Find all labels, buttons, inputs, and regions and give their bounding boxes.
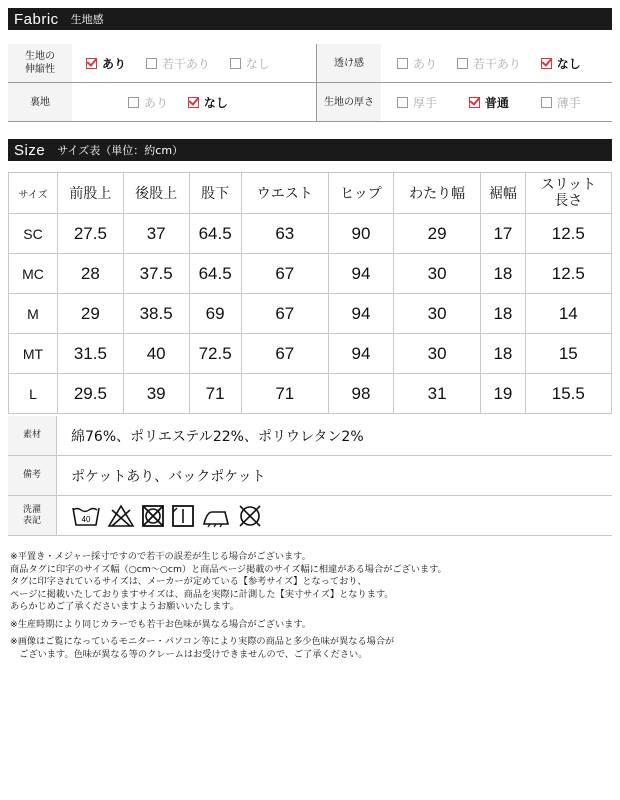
note-line: ※生産時期により同じカラーでも若干お色味が異なる場合がございます。 (10, 618, 311, 630)
no-tumble-dry-icon (141, 504, 165, 528)
stretch-option-yes[interactable]: あり (86, 55, 126, 72)
size-name-cell: L (9, 374, 58, 414)
size-value-cell: 94 (328, 254, 393, 294)
sheer-option-slight[interactable]: 若干あり (457, 55, 521, 72)
size-row (9, 214, 612, 254)
notes (10, 551, 610, 661)
checkbox-icon (397, 97, 408, 108)
size-value-cell: 31 (394, 374, 481, 414)
size-value-cell: 29 (394, 214, 481, 254)
size-value-cell: 30 (394, 334, 481, 374)
col-header-slit: スリット 長さ (525, 173, 611, 214)
note-line: あらかじめご了承くださいますようお願いいたします。 (10, 601, 239, 612)
checkbox-icon (128, 97, 139, 108)
note-line: ※画像はご覧になっているモニター・パソコン等により実際の商品と多少色味が異なる場合が (10, 636, 395, 647)
no-dry-clean-icon (237, 504, 263, 528)
size-value-cell: 29 (58, 294, 124, 334)
material-label: 素材 (8, 416, 57, 456)
col-header-front-rise: 前股上 (58, 173, 124, 214)
checkbox-checked-icon (469, 97, 480, 108)
thickness-label: 生地の厚さ (317, 83, 382, 122)
checkbox-icon (146, 58, 157, 69)
col-header-hem: 裾幅 (481, 173, 525, 214)
fabric-header (8, 8, 612, 30)
size-value-cell: 37.5 (123, 254, 189, 294)
size-row (9, 334, 612, 374)
checkbox-icon (457, 58, 468, 69)
checkbox-checked-icon (86, 58, 97, 69)
remarks-row (8, 456, 612, 496)
sheer-label: 透け感 (317, 44, 382, 83)
size-value-cell: 18 (481, 294, 525, 334)
fabric-subtitle: 生地感 (70, 13, 104, 26)
size-table (8, 172, 612, 414)
checkbox-icon (397, 58, 408, 69)
sheer-option-yes[interactable]: あり (397, 55, 437, 72)
info-table (8, 416, 612, 536)
note-line: ページに掲載いたしておりますサイズは、商品を実際に計測した【実寸サイズ】となります。 (10, 588, 394, 600)
size-value-cell: 15.5 (525, 374, 611, 414)
lining-option-no[interactable]: なし (188, 94, 228, 111)
no-bleach-icon (107, 504, 135, 528)
size-value-cell: 14 (525, 294, 611, 334)
size-value-cell: 29.5 (58, 374, 124, 414)
size-value-cell: 15 (525, 334, 611, 374)
svg-text:40: 40 (81, 514, 91, 524)
thickness-option-thick[interactable]: 厚手 (397, 94, 437, 111)
fabric-table (8, 44, 612, 122)
size-value-cell: 90 (328, 214, 393, 254)
col-header-waist: ウエスト (241, 173, 328, 214)
size-value-cell: 64.5 (189, 254, 241, 294)
size-value-cell: 12.5 (525, 254, 611, 294)
col-header-hip: ヒップ (328, 173, 393, 214)
size-value-cell: 71 (189, 374, 241, 414)
fabric-title: Fabric (14, 10, 59, 28)
size-name-cell: M (9, 294, 58, 334)
note-line: 商品タグに印字のサイズ幅（○cm〜○cm）と商品ページ掲載のサイズ幅に相違がある場合がございます。 (10, 563, 447, 575)
size-value-cell: 18 (481, 254, 525, 294)
sheer-option-no[interactable]: なし (541, 55, 581, 72)
stretch-options (72, 44, 317, 83)
size-value-cell: 67 (241, 294, 328, 334)
size-value-cell: 28 (58, 254, 124, 294)
thickness-option-normal[interactable]: 普通 (469, 94, 509, 111)
col-header-size: サイズ (9, 173, 58, 214)
size-value-cell: 40 (123, 334, 189, 374)
size-row (9, 294, 612, 334)
size-row (9, 374, 612, 414)
size-value-cell: 17 (481, 214, 525, 254)
size-value-cell: 67 (241, 254, 328, 294)
size-value-cell: 27.5 (58, 214, 124, 254)
size-header (8, 139, 612, 161)
lining-label: 裏地 (8, 83, 72, 122)
size-row (9, 254, 612, 294)
size-value-cell: 71 (241, 374, 328, 414)
note-line: ※平置き・メジャー採寸ですので若干の誤差が生じる場合がございます。 (10, 551, 311, 562)
stretch-option-slight[interactable]: 若干あり (146, 55, 210, 72)
col-header-thigh: わたり幅 (394, 173, 481, 214)
size-name-cell: SC (9, 214, 58, 254)
size-value-cell: 64.5 (189, 214, 241, 254)
size-table-header (9, 173, 612, 214)
col-header-inseam: 股下 (189, 173, 241, 214)
thickness-option-thin[interactable]: 薄手 (541, 94, 581, 111)
size-value-cell: 19 (481, 374, 525, 414)
material-row (8, 416, 612, 456)
care-row (8, 496, 612, 536)
size-value-cell: 39 (123, 374, 189, 414)
remarks-value: ポケットあり、バックポケット (57, 456, 613, 496)
note-line: ございます。色味が異なる等のクレームはお受けできませんので、ご了承ください。 (10, 648, 368, 660)
size-value-cell: 37 (123, 214, 189, 254)
size-subtitle: サイズ表（単位：約cm） (57, 144, 184, 157)
checkbox-checked-icon (541, 58, 552, 69)
size-title: Size (14, 141, 46, 159)
size-value-cell: 63 (241, 214, 328, 254)
material-value: 綿76%、ポリエステル22%、ポリウレタン2% (57, 416, 613, 456)
size-value-cell: 69 (189, 294, 241, 334)
size-value-cell: 94 (328, 294, 393, 334)
sheer-options (381, 44, 612, 83)
low-iron-icon (201, 504, 231, 528)
size-value-cell: 67 (241, 334, 328, 374)
size-name-cell: MC (9, 254, 58, 294)
line-dry-icon (171, 504, 195, 528)
size-value-cell: 72.5 (189, 334, 241, 374)
col-header-back-rise: 後股上 (123, 173, 189, 214)
size-value-cell: 38.5 (123, 294, 189, 334)
remarks-label: 備考 (8, 456, 57, 496)
size-value-cell: 98 (328, 374, 393, 414)
note-line: タグに印字されているサイズは、メーカーが定めている【参考サイズ】となっており、 (10, 576, 367, 587)
size-value-cell: 12.5 (525, 214, 611, 254)
fabric-row-1 (8, 44, 612, 83)
size-name-cell: MT (9, 334, 58, 374)
checkbox-icon (230, 58, 241, 69)
checkbox-icon (541, 97, 552, 108)
size-value-cell: 30 (394, 294, 481, 334)
size-value-cell: 30 (394, 254, 481, 294)
checkbox-checked-icon (188, 97, 199, 108)
stretch-option-no[interactable]: なし (230, 55, 270, 72)
wash-40-icon (71, 504, 101, 528)
care-label: 洗濯 表記 (8, 496, 57, 536)
lining-option-yes[interactable]: あり (128, 94, 168, 111)
fabric-row-2 (8, 83, 612, 122)
size-value-cell: 31.5 (58, 334, 124, 374)
stretch-label: 生地の 伸縮性 (8, 44, 72, 83)
care-icons (57, 496, 613, 536)
size-value-cell: 18 (481, 334, 525, 374)
lining-options (72, 83, 317, 122)
thickness-options (381, 83, 612, 122)
size-value-cell: 94 (328, 334, 393, 374)
